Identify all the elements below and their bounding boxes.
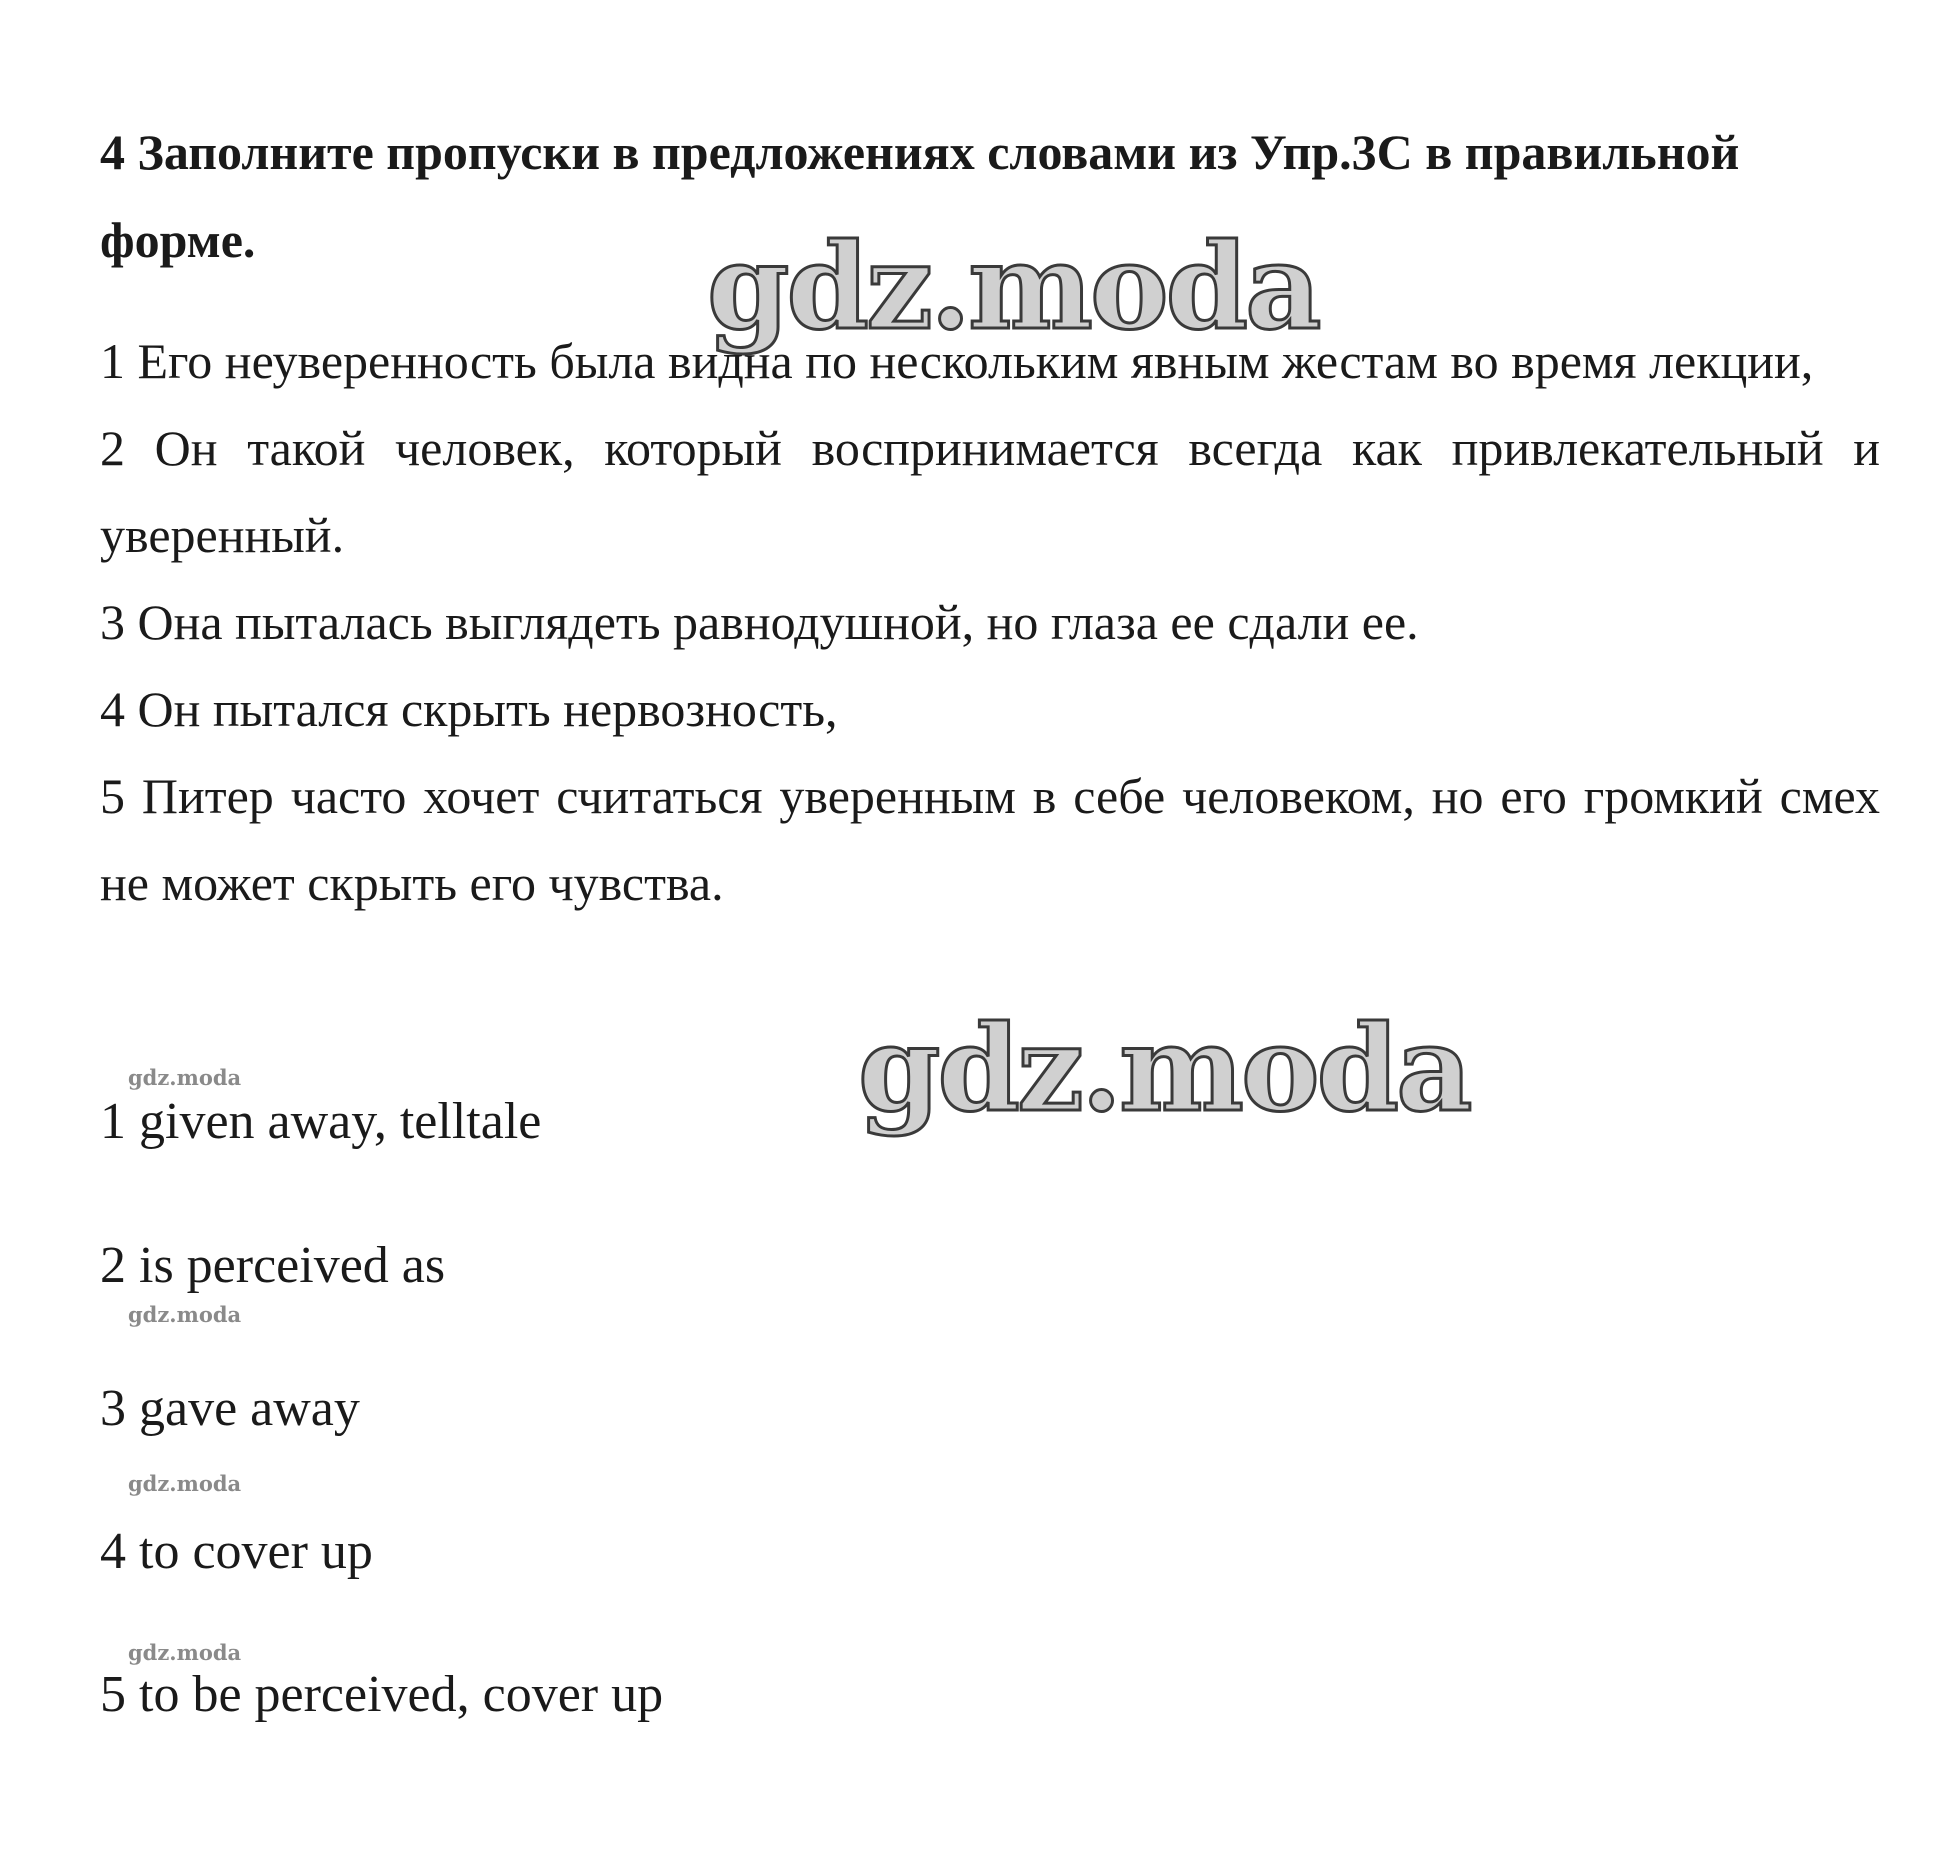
sentence-item: 3 Она пыталась выглядеть равнодушной, но глаза ее сдали ее. [100,594,1419,650]
watermark-large: gdz.moda [858,999,1470,1138]
watermark-small: gdz.moda [128,1302,242,1327]
watermark-small: gdz.moda [128,1640,242,1665]
answer-item: 2 is perceived as [100,1237,446,1294]
sentence-item: 1 Его неуверенность была видна по нескольким явным жестам во время лекции, [100,333,1814,389]
answer-item: 4 to cover up [100,1523,373,1580]
watermark-large: gdz.moda [707,217,1319,356]
sentence-item: 2 Он такой человек, который воспринимается всегда как привлекательный и уверенный. [100,420,1880,563]
sentence-list [100,318,1880,927]
sentence-item: 5 Питер часто хочет считаться уверенным в себе человеком, но его громкий смех не может скрыть его чувства. [100,768,1880,911]
exercise-heading: 4 Заполните пропуски в предложениях словами из Упр.3С в правильной форме. [100,124,1740,268]
answer-item: 5 to be perceived, cover up [100,1666,664,1723]
watermark-small: gdz.moda [128,1471,242,1496]
answer-item: 3 gave away [100,1380,360,1437]
answer-item: 1 given away, telltale [100,1093,542,1150]
sentence-item: 4 Он пытался скрыть нервозность, [100,681,838,737]
watermark-small: gdz.moda [128,1065,242,1090]
